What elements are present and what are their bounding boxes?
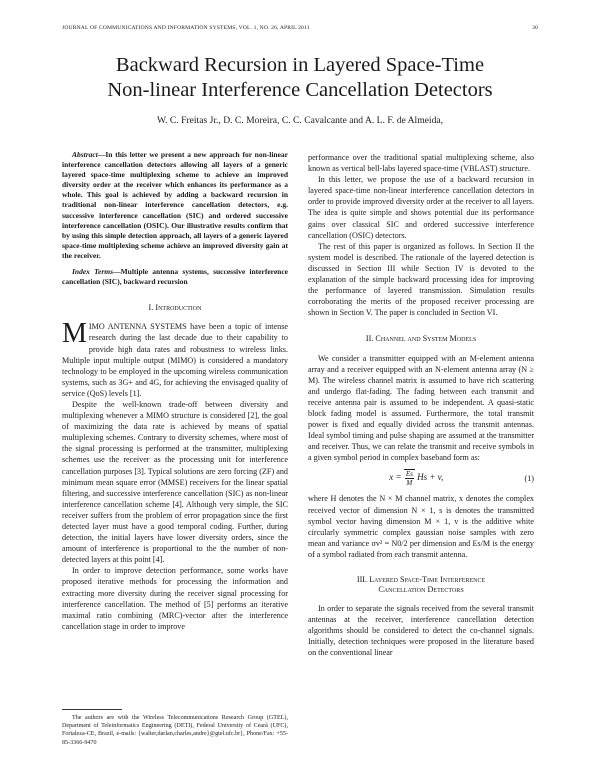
title-line-2: Non-linear Interference Cancellation Detectors: [107, 79, 493, 101]
left-column: [62, 150, 288, 632]
intro-paragraph-1-text: IMO ANTENNA SYSTEMS have been a topic of intense research during the last decade due to their capability to provide high data rates and robustness to wireless links. Multiple input multiple output (MIMO) is considered a mandatory technology to be employed in the upcoming wireless communication systems, such as 3G+ and 4G, for achieving the envisaged quality of service (QoS) levels [1].: [62, 322, 288, 398]
system-model-paragraph-1: We consider a transmitter equipped with an M-element antenna array and a receiver equipped with an N-element antenna array (N ≥ M). The wireless channel matrix is assumed to have rich scattering and undergo flat-fading. The fading between each transmit and receive antenna pair is assumed to be independent. A quasi-static block fading model is assumed. Furthermore, the total transmit power is fixed and equally divided across the transmit antennas. Ideal symbol timing and pulse shaping are assumed at the transmitter and receiver. Thus, we can relate the transmit and receive symbols in a given symbol period in complex baseband form as:: [308, 353, 534, 463]
index-terms: [62, 267, 288, 287]
detectors-paragraph-1: In order to separate the signals received from the several transmit antennas at the receiver, interference cancellation detection algorithms should be considered to detect the co-channel signals. Initially, detection techniques were proposed in the literature based on the conventional linear: [308, 604, 534, 658]
equation-rhs: Hs + v,: [417, 472, 444, 483]
section-3-heading-line-2: Cancellation Detectors: [378, 585, 464, 594]
index-terms-label: Index Terms: [72, 267, 114, 277]
sqrt-term: [404, 469, 415, 487]
intro-paragraph-5: The rest of this paper is organized as follows. In Section II the system model is described. The rationale of the layered detection is discussed in Section III while Section IV is devoted to the explanation of the simple backward processing idea for improving the performance of layered transmission. Simulation results corroborating the merits of the proposed receiver processing are shown in Section V. The paper is concluded in Section VI.: [308, 241, 534, 318]
intro-continued-paragraph: performance over the traditional spatial multiplexing scheme, also known as vertical bell-labs layered space-time (VBLAST) structure.: [308, 153, 534, 174]
intro-paragraph-4: In this letter, we propose the use of a backward recursion in layered space-time non-linear interference cancellation detectors in order to provide improved diversity order at the receiver to all layers. The idea is quite simple and shows potential due its performance gains over classical SIC and ordered successive interference cancellation (OSIC) detectors.: [308, 175, 534, 240]
intro-paragraph-3: In order to improve detection performance, some works have proposed iterative methods for processing the information and extracting more diversity during the receiver signal processing for interference cancellation. The method of [5] performs an iterative maximal ratio combining (MRC)-vector after the interference cancellation stage in order to improve: [62, 566, 288, 631]
intro-paragraph-1: [62, 318, 288, 399]
abstract: [62, 150, 288, 261]
abstract-text: —In this letter we present a new approach for non-linear interference cancellation detectors allowing all layers of a generic layered space-time multiplexing scheme to achieve an improved diversity order at the receiver which enhances its performance as a whole. This goal is achieved by adding a backward recursion in traditional non-linear interference cancellation detectors, e.g. successive interference cancellation (SIC) and ordered successive interference cancellation (OSIC). Our illustrative results confirm that by using this simple detection approach, all layers of a generic layered space-time multiplexing scheme achieve an improved diversity gain at the receiver.: [62, 150, 288, 260]
journal-name: JOURNAL OF COMMUNICATIONS AND INFORMATION SYSTEMS, VOL. 1, NO. 26, APRIL 2011: [62, 25, 310, 31]
fraction-denominator: M: [406, 479, 413, 488]
page-number: 30: [532, 25, 538, 31]
intro-paragraph-2: Despite the well-known trade-off between diversity and multiplexing whenever a MIMO structure is considered [2], the goal of maximizing the data rate is achieved by means of spatial multiplexing schemes. Contrary to diversity schemes, where most of the signal processing is performed at the transmitter, multiplexing schemes use the receiver as the processing unit for interference cancellation purposes [3]. Typical solutions are zero forcing (ZF) and minimum mean square error (MMSE) receivers for the linear spatial filtering, and successive interference cancellation (SIC) as non-linear interference cancellation scheme [4]. Although very simple, the SIC receiver suffers from the problem of error propagation since the first detected layer must have a good temporal coding. Further, during detection, the initial layers have lower diversity orders, since the amount of interference is proportional to the the number of non-detected layers at this point [4].: [62, 399, 288, 565]
equation-number: (1): [524, 473, 534, 483]
index-terms-text: —Multiple antenna systems, successive interference cancellation (SIC), backward recursion: [62, 267, 288, 287]
equation-lhs: x =: [389, 472, 404, 483]
right-column: [308, 152, 534, 658]
dropcap-letter: M: [62, 318, 87, 350]
title-line-1: Backward Recursion in Layered Space-Time: [115, 54, 485, 76]
section-3-heading: [308, 575, 534, 595]
system-model-paragraph-2: where H denotes the N × M channel matrix, x denotes the complex received vector of dimension N × 1, s is denotes the transmitted symbol vector having dimension M × 1, v is the additive white circularly symmetric complex gaussian noise samples with zero mean and variance σv² = N0/2 per dimension and Es/M is the energy of a symbol radiated from each transmit antenna.: [308, 494, 534, 559]
section-1-heading: I. Introduction: [148, 303, 202, 313]
paper-title: [40, 53, 560, 103]
equation-1-expression: [308, 469, 525, 487]
running-head: [62, 25, 538, 31]
abstract-label: Abstract: [72, 150, 98, 159]
fraction-numerator: Es: [405, 470, 413, 479]
section-3-heading-line-1: III. Layered Space-Time Interference: [356, 575, 486, 584]
equation-1: [308, 469, 534, 487]
footnote-rule: [62, 709, 122, 710]
energy-fraction: [405, 470, 414, 487]
section-2-heading: II. Channel and System Models: [365, 334, 477, 344]
author-list: W. C. Freitas Jr., D. C. Moreira, C. C. Cavalcante and A. L. F. de Almeida,: [156, 115, 444, 126]
author-affiliation-footnote: The authors are with the Wireless Telecommunications Research Group (GTEL), Department of Teleinformatics Engineering (DETI), Federal University of Ceará (UFC), Fortaleza-CE, Brazil, e-mails: {walter,darlan,charles,andre}@gtel.ufc.br}, Phone/Fax: +55-85-3366-9470: [62, 715, 288, 746]
